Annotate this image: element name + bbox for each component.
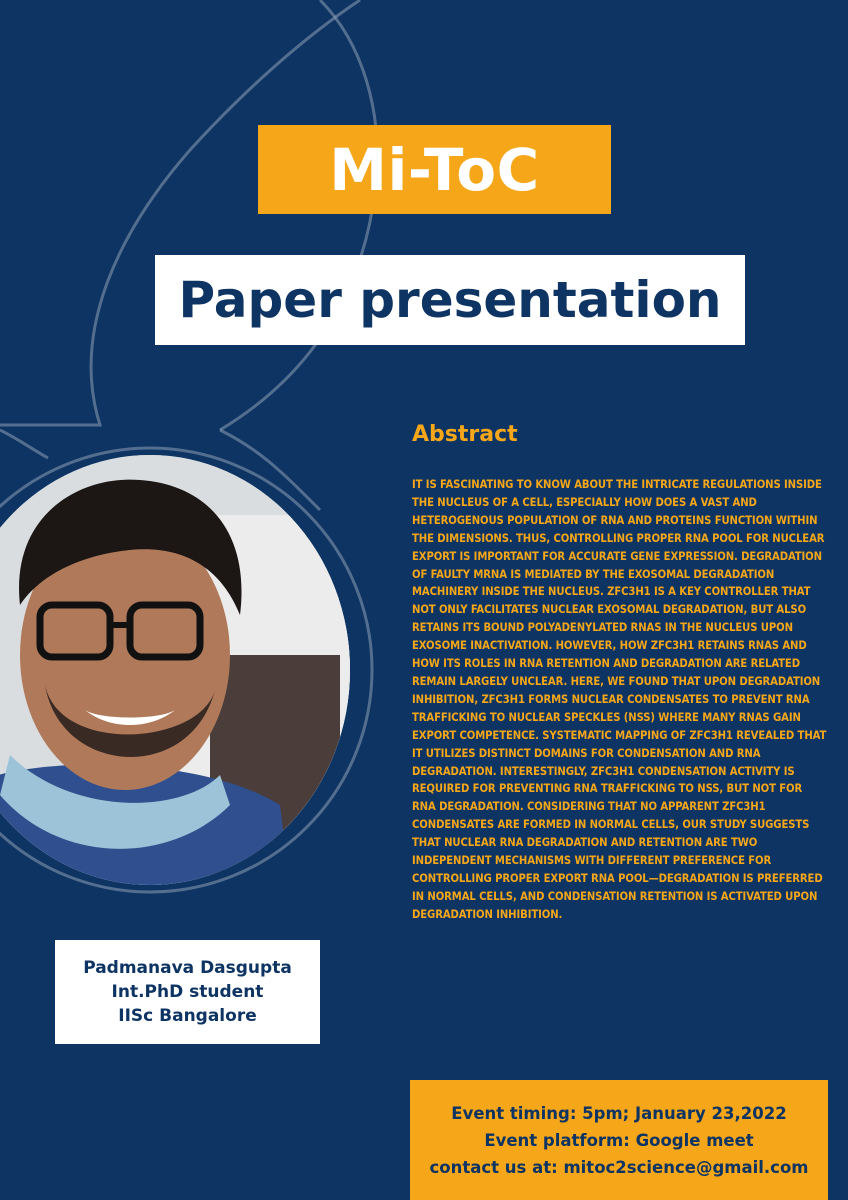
- presenter-role: Int.PhD student: [111, 982, 264, 1002]
- presenter-institution: IISc Bangalore: [118, 1006, 257, 1026]
- presenter-name: Padmanava Dasgupta: [83, 958, 292, 978]
- event-details: [410, 1080, 828, 1200]
- title-banner: [258, 125, 611, 214]
- page-title: Mi-ToC: [329, 135, 540, 204]
- event-platform: Event platform: Google meet: [484, 1130, 754, 1150]
- subtitle-banner: [155, 255, 745, 345]
- abstract-body: IT IS FASCINATING TO KNOW ABOUT THE INTRICATE REGULATIONS INSIDE THE NUCLEUS OF A CELL, ESPECIALLY HOW DOES A VAST AND HETEROGENOUS POPULATION OF RNA AND PROTEINS FUNCTION WITHIN THE DIMENSIONS. THUS, CONTROLLING PROPER RNA POOL FOR NUCLEAR EXPORT IS IMPORTANT FOR ACCURATE GENE EXPRESSION. DEGRADATION OF FAULTY MRNA IS MEDIATED BY THE EXOSOMAL DEGRADATION MACHINERY INSIDE THE NUCLEUS. ZFC3H1 IS A KEY CONTROLLER THAT NOT ONLY FACILITATES NUCLEAR EXOSOMAL DEGRADATION, BUT ALSO RETAINS ITS BOUND POLYADENYLATED RNAS IN THE NUCLEUS UPON EXOSOME INACTIVATION. HOWEVER, HOW ZFC3H1 RETAINS RNAS AND HOW ITS ROLES IN RNA RETENTION AND DEGRADATION ARE RELATED REMAIN LARGELY UNCLEAR. HERE, WE FOUND THAT UPON DEGRADATION INHIBITION, ZFC3H1 FORMS NUCLEAR CONDENSATES TO PREVENT RNA TRAFFICKING TO NUCLEAR SPECKLES (NSS) WHERE MANY RNAS GAIN EXPORT COMPETENCE. SYSTEMATIC MAPPING OF ZFC3H1 REVEALED THAT IT UTILIZES DISTINCT DOMAINS FOR CONDENSATION AND RNA DEGRADATION. INTERESTINGLY, ZFC3H1 CONDENSATION ACTIVITY IS REQUIRED FOR PREVENTING RNA TRAFFICKING TO NSS, BUT NOT FOR RNA DEGRADATION. CONSIDERING THAT NO APPARENT ZFC3H1 CONDENSATES ARE FORMED IN NORMAL CELLS, OUR STUDY SUGGESTS THAT NUCLEAR RNA DEGRADATION AND RETENTION ARE TWO INDEPENDENT MECHANISMS WITH DIFFERENT PREFERENCE FOR CONTROLLING PROPER EXPORT RNA POOL—DEGRADATION IS PREFERRED IN NORMAL CELLS, AND CONDENSATION RETENTION IS ACTIVATED UPON DEGRADATION INHIBITION.: [412, 478, 827, 921]
- presenter-card: [55, 940, 320, 1044]
- event-timing: Event timing: 5pm; January 23,2022: [451, 1103, 787, 1123]
- abstract-heading: Abstract: [412, 422, 518, 447]
- event-contact: contact us at: mitoc2science@gmail.com: [429, 1157, 809, 1177]
- page-subtitle: Paper presentation: [178, 271, 722, 329]
